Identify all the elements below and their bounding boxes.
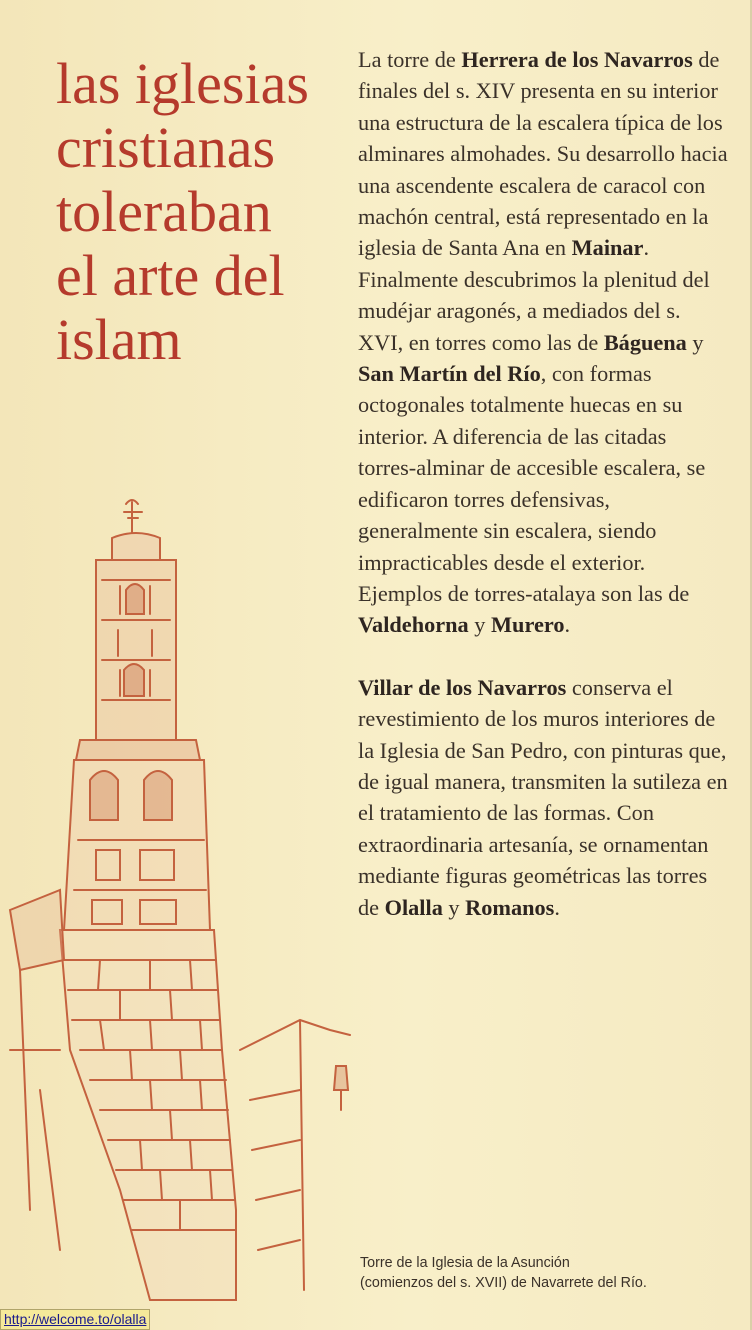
page-title	[56, 52, 346, 372]
body-text	[358, 44, 728, 923]
place-name: Olalla	[384, 894, 443, 920]
tower-drawing	[10, 500, 350, 1300]
paragraph-towers: La torre de Herrera de los Navarros de finales del s. XIV presenta en su interior una estructura de la escalera típica de los alminares almohades. Su desarrollo hacia una ascendente escalera de caracol con machón central, está representado en la iglesia de Santa Ana en Mainar. Finalmente descubrimos la plenitud del mudéjar aragonés, a mediados del s. XVI, en torres como las de Báguena y San Martín del Río, con formas octogonales totalmente huecas en su interior. A diferencia de las citadas torres-alminar de accesible escalera, se edificaron torres defensivas, generalmente sin escalera, siendo impracticables desde el exterior. Ejemplos de torres-atalaya son las de Valdehorna y Murero.	[358, 47, 728, 638]
title-line: islam	[56, 307, 182, 372]
place-name: San Martín del Río	[358, 361, 541, 387]
title-line: las iglesias	[56, 51, 309, 116]
place-name: Murero	[491, 612, 565, 638]
image-caption	[360, 1253, 730, 1293]
place-name: Herrera de los Navarros	[461, 47, 693, 72]
website-link[interactable]: http://welcome.to/olalla	[0, 1309, 150, 1330]
title-line: cristianas	[56, 115, 276, 180]
place-name: Valdehorna	[358, 612, 469, 638]
place-name: Villar de los Navarros	[358, 674, 567, 700]
place-name: Romanos	[465, 894, 555, 920]
caption-line: Torre de la Iglesia de la Asunción	[360, 1255, 570, 1271]
title-line: el arte del	[56, 243, 285, 308]
title-line: toleraban	[56, 179, 272, 244]
place-name: Báguena	[603, 329, 687, 355]
place-name: Mainar	[571, 235, 644, 261]
paragraph-villar: Villar de los Navarros conserva el revestimiento de los muros interiores de la Iglesia de San Pedro, con pinturas que, de igual manera, transmiten la sutileza en el tratamiento de las formas. Con extraordinaria artesanía, se ornamentan mediante figuras geométricas las torres de Olalla y Romanos.	[358, 674, 728, 920]
caption-line: (comienzos del s. XVII) de Navarrete del Río.	[360, 1275, 647, 1291]
tower-sketch-illustration	[0, 490, 360, 1310]
